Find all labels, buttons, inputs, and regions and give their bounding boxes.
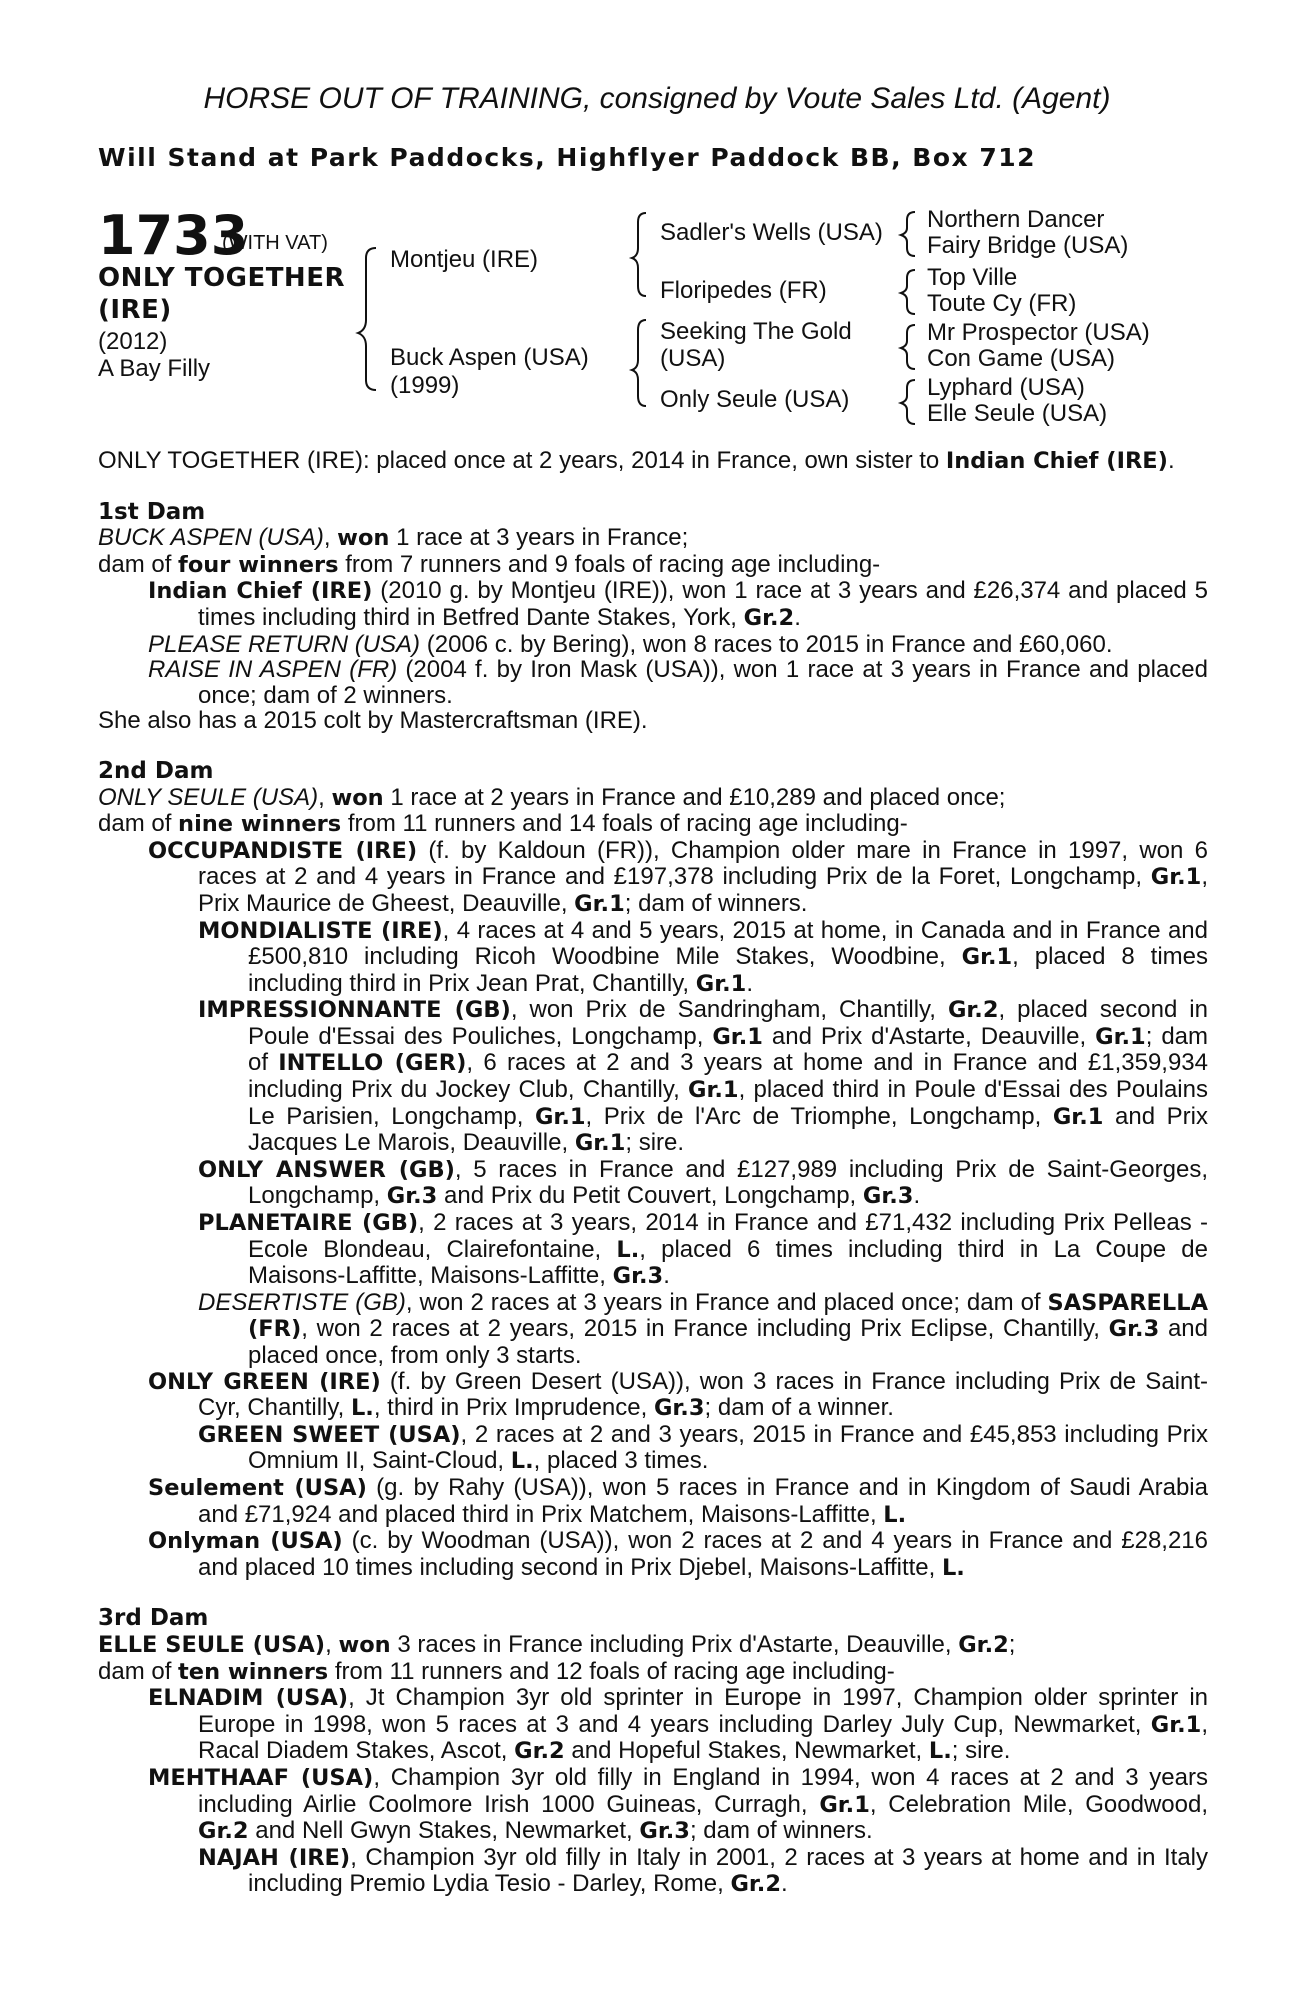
third-dam-record: ELLE SEULE (USA), won 3 races in France including Prix d'Astarte, Deauville, Gr.2; — [98, 1630, 1016, 1658]
pedigree-brackets — [0, 0, 1314, 440]
produce-entry: DESERTISTE (GB), won 2 races at 3 years in France and placed once; dam of SASPARELLA (FR), won 2 races at 2 years, 2015 in France including Prix Eclipse, Chantilly, Gr.3 and placed once, from only 3 starts. — [198, 1288, 1209, 1369]
produce-entry: PLEASE RETURN (USA) (2006 c. by Bering), won 8 races to 2015 in France and £60,060. — [148, 630, 1113, 658]
first-dam-heading: 1st Dam — [98, 498, 206, 525]
third-dam-heading: 3rd Dam — [98, 1605, 209, 1632]
pedigree-dds: Lyphard (USA) — [927, 374, 1085, 401]
lot-vat-note: (WITH VAT) — [222, 232, 328, 254]
produce-entry: ONLY ANSWER (GB), 5 races in France and £127,989 including Prix de Saint-Georges, Longchamp, Gr.3 and Prix du Petit Couvert, Longchamp, Gr.3. — [198, 1155, 1208, 1210]
produce-entry: IMPRESSIONNANTE (GB), won Prix de Sandringham, Chantilly, Gr.2, placed second in Poule d'Essai des Pouliches, Longchamp, Gr.1 and Prix d'Astarte, Deauville, Gr.1; dam of INTELLO (GER), 6 races at 2 and 3 years at home and in France and £1,359,934 including Prix du Jockey Club, Chantilly, Gr.1, placed third in Poule d'Essai des Poulains Le Parisien, Longchamp, Gr.1, Prix de l'Arc de Triomphe, Longchamp, Gr.1 and Prix Jacques Le Marois, Deauville, Gr.1; sire. — [198, 996, 1209, 1157]
pedigree-dss: Mr Prospector (USA) — [927, 319, 1150, 346]
second-dam-produce: dam of nine winners from 11 runners and 14 foals of racing age including- — [98, 810, 908, 838]
pedigree-dam-sire-line1: Seeking The Gold — [660, 318, 852, 345]
pedigree-sss: Northern Dancer — [927, 206, 1105, 233]
pedigree-sds: Top Ville — [927, 264, 1018, 291]
produce-entry: MONDIALISTE (IRE), 4 races at 4 and 5 years, 2015 at home, in Canada and in France and £500,810 including Ricoh Woodbine Mile Stakes, Woodbine, Gr.1, placed 8 times including third in Prix Jean Prat, Chantilly, Gr.1. — [198, 916, 1208, 997]
produce-entry: RAISE IN ASPEN (FR) (2004 f. by Iron Mask (USA)), won 1 race at 3 years in France and placed once; dam of 2 winners. — [148, 656, 1208, 709]
horse-name: ONLY TOGETHER (IRE) — [98, 263, 345, 325]
intro-paragraph: ONLY TOGETHER (IRE): placed once at 2 years, 2014 in France, own sister to Indian Chief (IRE). — [98, 447, 1175, 474]
produce-entry: PLANETAIRE (GB), 2 races at 3 years, 2014 in France and £71,432 including Prix Pelleas - Ecole Blondeau, Clairefontaine, L., placed 6 times including third in La Coupe de Maisons-Laffitte, Maisons-Laffitte, Gr.3. — [198, 1209, 1209, 1290]
produce-entry: NAJAH (IRE), Champion 3yr old filly in Italy in 2001, 2 races at 3 years at home and in Italy including Premio Lydia Tesio - Darley, Rome, Gr.2. — [198, 1843, 1208, 1898]
third-dam-produce: dam of ten winners from 11 runners and 12 foals of racing age including- — [98, 1657, 895, 1685]
bracket-dd — [901, 380, 915, 424]
produce-entry: Seulement (USA) (g. by Rahy (USA)), won 5 races in France and in Kingdom of Saudi Arabia and £71,924 and placed third in Prix Matchem, Maisons-Laffitte, L. — [148, 1473, 1208, 1528]
pedigree-dam-sire-line2: (USA) — [660, 345, 726, 372]
produce-entry: GREEN SWEET (USA), 2 races at 2 and 3 years, 2015 in France and £45,853 including Prix Omnium II, Saint-Cloud, L., placed 3 times. — [198, 1420, 1208, 1475]
bracket-main — [358, 248, 376, 390]
stand-location: Will Stand at Park Paddocks, Highflyer Paddock BB, Box 712 — [98, 143, 1037, 172]
pedigree-sire-dam: Floripedes (FR) — [660, 277, 827, 304]
produce-entry: Onlyman (USA) (c. by Woodman (USA)), won 2 races at 2 and 4 years in France and £28,216 and placed 10 times including second in Prix Djebel, Maisons-Laffitte, L. — [148, 1527, 1209, 1581]
pedigree-dam-year: (1999) — [390, 372, 460, 399]
bracket-ss — [901, 212, 915, 256]
produce-entry: Indian Chief (IRE) (2010 g. by Montjeu (IRE)), won 1 race at 3 years and £26,374 and placed 5 times including third in Betfred Dante Stakes, York, Gr.2. — [148, 577, 1208, 631]
first-dam-produce: dam of four winners from 7 runners and 9 foals of racing age including- — [98, 550, 881, 578]
pedigree-dsd: Con Game (USA) — [927, 345, 1116, 372]
produce-entry: MEHTHAAF (USA), Champion 3yr old filly in England in 1994, won 4 races at 2 and 3 years including Airlie Coolmore Irish 1000 Guineas, Curragh, Gr.1, Celebration Mile, Goodwood, Gr.2 and Nell Gwyn Stakes, Newmarket, Gr.3; dam of winners. — [148, 1763, 1209, 1845]
pedigree-sire: Montjeu (IRE) — [390, 246, 539, 273]
pedigree-sire-sire: Sadler's Wells (USA) — [660, 219, 883, 246]
bracket-sd — [901, 270, 915, 314]
first-dam-record: BUCK ASPEN (USA), won 1 race at 3 years in France; — [98, 524, 689, 552]
produce-entry: ELNADIM (USA), Jt Champion 3yr old sprinter in Europe in 1997, Champion older sprinter in Europe in 1998, won 5 races at 3 and 4 years including Darley July Cup, Newmarket, Gr.1, Racal Diadem Stakes, Ascot, Gr.2 and Hopeful Stakes, Newmarket, L.; sire. — [148, 1684, 1208, 1765]
catalogue-notes — [98, 448, 1208, 1898]
consignment-header: HORSE OUT OF TRAINING, consigned by Voute Sales Ltd. (Agent) — [203, 82, 1111, 115]
lot-number: 1733 — [98, 204, 249, 267]
pedigree-dam: Buck Aspen (USA) — [390, 344, 589, 371]
bracket-dam — [632, 320, 646, 406]
bracket-ds — [901, 325, 915, 369]
second-dam-heading: 2nd Dam — [98, 757, 214, 784]
pedigree-ddd: Elle Seule (USA) — [927, 400, 1108, 427]
produce-entry: ONLY GREEN (IRE) (f. by Green Desert (USA)), won 3 races in France including Prix de Saint-Cyr, Chantilly, L., third in Prix Imprudence, Gr.3; dam of a winner. — [148, 1367, 1208, 1422]
produce-entry: OCCUPANDISTE (IRE) (f. by Kaldoun (FR)), Champion older mare in France in 1997, won 6 races at 2 and 4 years in France and £197,378 including Prix de la Foret, Longchamp, Gr.1, Prix Maurice de Gheest, Deauville, Gr.1; dam of winners. — [148, 836, 1208, 917]
second-dam-record: ONLY SEULE (USA), won 1 race at 2 years in France and £10,289 and placed once; — [98, 783, 1006, 811]
horse-year: (2012) — [98, 328, 168, 355]
pedigree-ssd: Fairy Bridge (USA) — [927, 232, 1129, 259]
bracket-sire — [632, 213, 646, 296]
horse-sex: A Bay Filly — [98, 355, 211, 382]
first-dam-note: She also has a 2015 colt by Mastercraftsman (IRE). — [98, 707, 648, 735]
pedigree-dam-dam: Only Seule (USA) — [660, 386, 850, 413]
pedigree-sdd: Toute Cy (FR) — [927, 290, 1077, 317]
